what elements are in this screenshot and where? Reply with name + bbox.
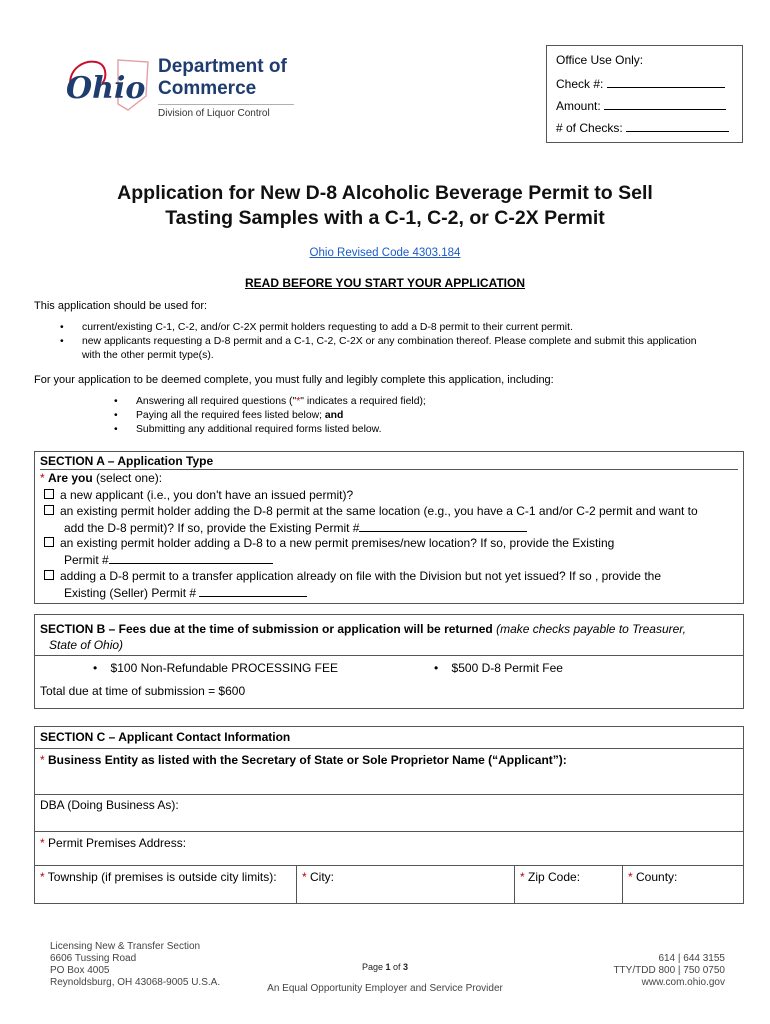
option-label: Permit # <box>64 553 109 567</box>
bullet-icon: • <box>93 661 98 675</box>
new-location-permit-row <box>64 551 273 568</box>
option-existing-new-location[interactable] <box>44 535 614 551</box>
fee-processing <box>93 660 338 676</box>
section-b <box>34 614 744 709</box>
new-location-permit-field[interactable] <box>109 551 273 564</box>
option-label: Existing (Seller) Permit # <box>64 586 197 600</box>
bullet-icon: • <box>434 661 439 675</box>
required-star: * <box>40 471 45 485</box>
page-title-line1: Application for New D-8 Alcoholic Beverage Permit to Sell <box>117 182 653 204</box>
dept-name-line2: Commerce <box>158 78 257 99</box>
existing-permit-field[interactable] <box>359 519 527 532</box>
application-type-question <box>40 470 162 486</box>
field-divider <box>296 866 297 904</box>
premises-address-text: Permit Premises Address: <box>48 836 187 850</box>
seller-permit-field[interactable] <box>199 584 307 597</box>
seller-permit-row <box>64 584 307 601</box>
check-number-row <box>556 75 725 91</box>
county-label[interactable] <box>628 870 677 884</box>
logo-divider <box>158 104 294 105</box>
required-star: * <box>40 836 45 850</box>
existing-permit-row <box>64 519 527 536</box>
section-b-heading-block <box>40 621 738 653</box>
division-name: Division of Liquor Control <box>158 108 270 119</box>
required-star: * <box>628 870 633 884</box>
option-label: an existing permit holder adding a D-8 to a new permit premises/new location? If so, provide the Existing <box>60 536 615 550</box>
fees-divider <box>35 655 743 656</box>
option-new-applicant[interactable] <box>44 487 353 503</box>
payable-note: (make checks payable to Treasurer, <box>496 622 686 636</box>
statute-link[interactable]: Ohio Revised Code 4303.184 <box>309 247 461 259</box>
amount-field[interactable] <box>604 97 726 110</box>
dba-label: DBA (Doing Business As): <box>40 798 179 812</box>
checks-count-field[interactable] <box>626 119 729 132</box>
fee-label: $500 D-8 Permit Fee <box>451 661 563 675</box>
req-item1-text-end: " indicates a required field); <box>300 396 426 407</box>
option-label: add the D-8 permit)? If so, provide the Existing Permit # <box>64 521 360 535</box>
checks-count-label: # of Checks: <box>556 121 623 135</box>
page-prefix: Page <box>361 962 386 972</box>
page-mid: of <box>390 962 404 972</box>
required-star: * <box>40 870 45 884</box>
required-star: * <box>302 870 307 884</box>
list-item: • Submitting any additional required forms listed below. <box>114 423 614 437</box>
option-existing-same-location[interactable] <box>44 503 698 519</box>
page-current: 1 <box>385 962 391 972</box>
tty-number: TTY/TDD 800 | 750 0750 <box>613 965 725 976</box>
address-line: Reynoldsburg, OH 43068-9005 U.S.A. <box>50 977 221 988</box>
req-item2-text: Paying all the required fees listed below; <box>136 410 325 421</box>
requirements-list <box>114 395 614 437</box>
checkbox[interactable] <box>44 489 54 499</box>
checkbox[interactable] <box>44 505 54 515</box>
check-number-field[interactable] <box>607 75 725 88</box>
check-number-label: Check #: <box>556 77 604 91</box>
checks-count-row <box>556 119 729 135</box>
required-star: * <box>40 753 45 767</box>
office-use-title: Office Use Only: <box>556 53 644 67</box>
section-c-heading: SECTION C – Applicant Contact Information <box>40 730 291 744</box>
city-label[interactable] <box>302 870 334 884</box>
option-label: a new applicant (i.e., you don't have an issued permit)? <box>60 488 354 502</box>
field-divider <box>622 866 623 904</box>
question-rest: (select one): <box>92 471 163 485</box>
address-line: PO Box 4005 <box>50 965 110 976</box>
footer-contact <box>560 953 725 989</box>
list-item <box>114 409 614 423</box>
amount-label: Amount: <box>556 99 601 113</box>
checkbox[interactable] <box>44 537 54 547</box>
premises-address-row[interactable] <box>35 831 743 866</box>
township-label[interactable] <box>40 870 277 884</box>
city-text: City: <box>310 870 335 884</box>
county-text: County: <box>636 870 678 884</box>
field-divider <box>514 866 515 904</box>
dba-row[interactable] <box>35 794 743 832</box>
website-link[interactable]: www.com.ohio.gov <box>641 977 725 988</box>
required-star: * <box>520 870 525 884</box>
used-for-text: This application should be used for: <box>34 300 208 312</box>
fee-label: $100 Non-Refundable PROCESSING FEE <box>110 661 338 675</box>
zip-label[interactable] <box>520 870 580 884</box>
dept-name-line1: Department of <box>158 56 287 77</box>
complete-text: For your application to be deemed complete, you must fully and legibly complete this application, including: <box>34 374 554 386</box>
page-title-line2: Tasting Samples with a C-1, C-2, or C-2X Permit <box>165 207 605 229</box>
premises-address-label <box>40 836 186 850</box>
ohio-commerce-logo <box>62 52 302 132</box>
section-a <box>34 451 744 604</box>
option-transfer[interactable] <box>44 568 661 584</box>
list-item: • current/existing C-1, C-2, and/or C-2X permit holders requesting to add a D-8 permit to their current permit. <box>60 321 700 335</box>
ohio-logo-icon <box>62 52 154 116</box>
phone-number: 614 | 644 3155 <box>658 953 725 964</box>
question-bold: Are you <box>48 471 93 485</box>
address-line: 6606 Tussing Road <box>50 953 137 964</box>
business-entity-row[interactable] <box>35 748 743 795</box>
section-c <box>34 726 744 904</box>
business-entity-label <box>40 753 567 767</box>
read-before-heading: READ BEFORE YOU START YOUR APPLICATION <box>244 276 526 290</box>
option-label: adding a D-8 permit to a transfer application already on file with the Division but not yet issued? If so , provide the <box>60 569 661 583</box>
eoe-statement: An Equal Opportunity Employer and Service Provider <box>267 983 503 994</box>
checkbox[interactable] <box>44 570 54 580</box>
payable-note-line2: State of Ohio) <box>49 638 124 652</box>
option-label: an existing permit holder adding the D-8 permit at the same location (e.g., you have a C-1 and/or C-2 permit and want to <box>60 504 698 518</box>
logo-wordmark: Ohio <box>66 71 146 106</box>
business-entity-text: Business Entity as listed with the Secretary of State or Sole Proprietor Name (“Applicant”): <box>48 753 567 767</box>
township-text: Township (if premises is outside city limits): <box>47 870 277 884</box>
dept-name <box>158 56 287 100</box>
office-use-box <box>546 45 743 143</box>
zip-text: Zip Code: <box>528 870 581 884</box>
used-for-list <box>60 321 700 363</box>
section-a-heading: SECTION A – Application Type <box>40 453 738 470</box>
section-b-heading: SECTION B – Fees due at the time of submission or application will be returned <box>40 622 493 636</box>
page-total: 3 <box>403 962 409 972</box>
page-title <box>40 181 730 231</box>
address-line: Licensing New & Transfer Section <box>50 941 201 952</box>
amount-row <box>556 97 726 113</box>
list-item: • new applicants requesting a D-8 permit and a C-1, C-2, C-2X or any combination thereof. Please complete and submit this application with the other permit type(s). <box>60 335 700 363</box>
location-row <box>35 865 743 904</box>
list-item <box>114 395 614 409</box>
total-due: Total due at time of submission = $600 <box>40 684 246 698</box>
required-star: * <box>296 396 301 407</box>
req-item2-and: and <box>324 410 344 421</box>
fee-permit <box>434 660 563 676</box>
req-item1-text: Answering all required questions (" <box>136 396 297 407</box>
